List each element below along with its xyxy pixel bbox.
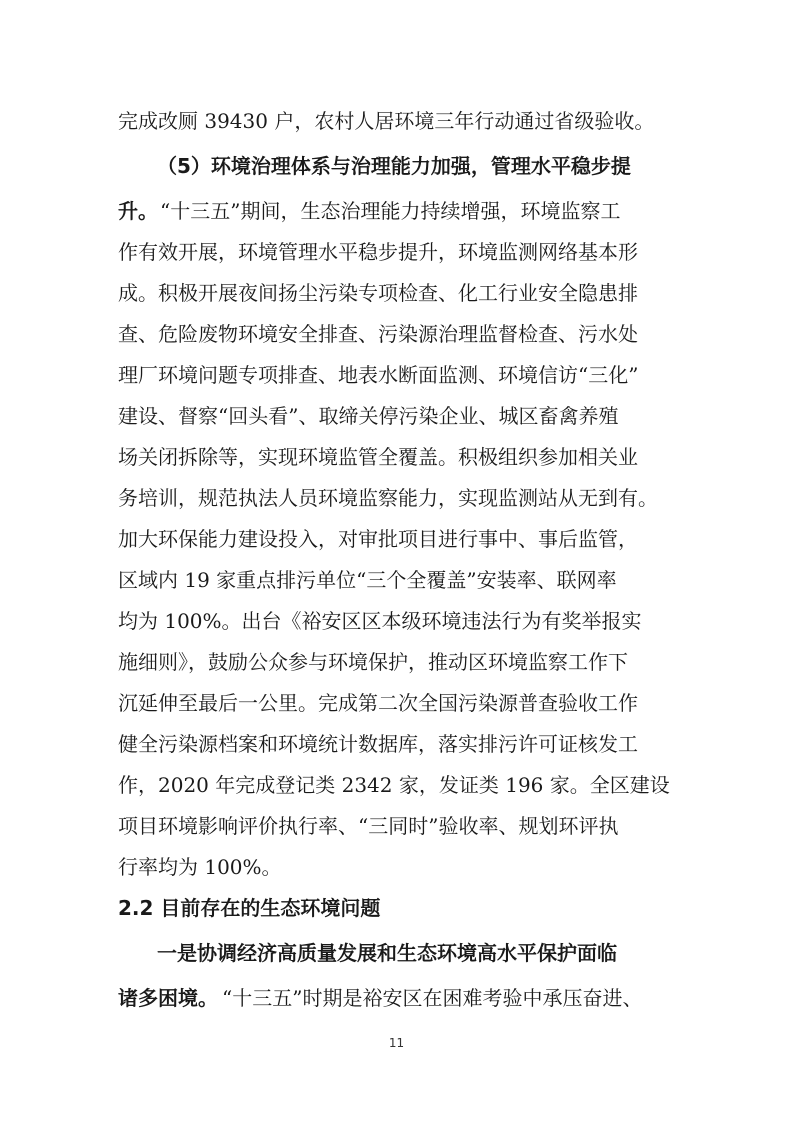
paragraph-text: 务培训，规范执法人员环境监察能力，实现监测站从无到有。 bbox=[118, 486, 658, 510]
paragraph-text: 作有效开展，环境管理水平稳步提升，环境监测网络基本形 bbox=[118, 240, 638, 264]
paragraph-text: 成。积极开展夜间扬尘污染专项检查、化工行业安全隐患排 bbox=[118, 281, 638, 305]
text-line bbox=[0, 767, 793, 803]
text-line bbox=[0, 980, 793, 1016]
text-line bbox=[0, 562, 793, 598]
text-line bbox=[0, 726, 793, 762]
text-line bbox=[0, 890, 793, 926]
text-line bbox=[0, 685, 793, 721]
text-line bbox=[0, 316, 793, 352]
paragraph-text: 健全污染源档案和环境统计数据库，落实排污许可证核发工 bbox=[118, 732, 638, 756]
text-line bbox=[0, 603, 793, 639]
text-line bbox=[0, 357, 793, 393]
text-line bbox=[0, 234, 793, 270]
text-line bbox=[0, 275, 793, 311]
paragraph-text: 均为 100%。出台《裕安区区本级环境违法行为有奖举报实 bbox=[118, 609, 642, 633]
paragraph-text: 建设、督察“回头看”、取缔关停污染企业、城区畜禽养殖 bbox=[118, 404, 619, 428]
paragraph-heading: 一是协调经济高质量发展和生态环境高水平保护面临 bbox=[157, 941, 617, 965]
paragraph-heading: （5）环境治理体系与治理能力加强，管理水平稳步提 bbox=[157, 154, 631, 178]
text-line bbox=[0, 103, 793, 139]
section-heading: 2.2 目前存在的生态环境问题 bbox=[118, 896, 381, 920]
text-line bbox=[0, 480, 793, 516]
paragraph-text: 完成改厕 39430 户，农村人居环境三年行动通过省级验收。 bbox=[118, 109, 655, 133]
paragraph-text: “十三五”时期是裕安区在困难考验中承压奋进、 bbox=[222, 986, 643, 1010]
paragraph-text: 项目环境影响评价执行率、“三同时”验收率、规划环评执 bbox=[118, 814, 619, 838]
paragraph-text: 沉延伸至最后一公里。完成第二次全国污染源普查验收工作 bbox=[118, 691, 638, 715]
text-line bbox=[0, 148, 793, 184]
paragraph-text: 行率均为 100%。 bbox=[118, 855, 282, 879]
text-line bbox=[0, 521, 793, 557]
paragraph-text: 加大环保能力建设投入，对审批项目进行事中、事后监管， bbox=[118, 527, 638, 551]
text-line bbox=[0, 935, 793, 971]
paragraph-text: 场关闭拆除等，实现环境监管全覆盖。积极组织参加相关业 bbox=[118, 445, 638, 469]
paragraph-text: 作，2020 年完成登记类 2342 家，发证类 196 家。全区建设 bbox=[118, 773, 670, 797]
paragraph-text: 查、危险废物环境安全排查、污染源治理监督检查、污水处 bbox=[118, 322, 638, 346]
paragraph-heading-end: 升。 bbox=[118, 199, 158, 223]
text-line bbox=[0, 193, 793, 229]
paragraph-text: 施细则》，鼓励公众参与环境保护，推动区环境监察工作下 bbox=[118, 650, 628, 674]
paragraph-heading-end: 诸多困境。 bbox=[118, 986, 218, 1010]
paragraph-text: 理厂环境问题专项排查、地表水断面监测、环境信访“三化” bbox=[118, 363, 639, 387]
text-line bbox=[0, 398, 793, 434]
text-line bbox=[0, 644, 793, 680]
paragraph-text: 区域内 19 家重点排污单位“三个全覆盖”安装率、联网率 bbox=[118, 568, 617, 592]
page-number: 11 bbox=[388, 1036, 405, 1050]
text-line bbox=[0, 439, 793, 475]
text-line bbox=[0, 808, 793, 844]
paragraph-text: “十三五”期间，生态治理能力持续增强，环境监察工 bbox=[160, 199, 621, 223]
text-line bbox=[0, 849, 793, 885]
